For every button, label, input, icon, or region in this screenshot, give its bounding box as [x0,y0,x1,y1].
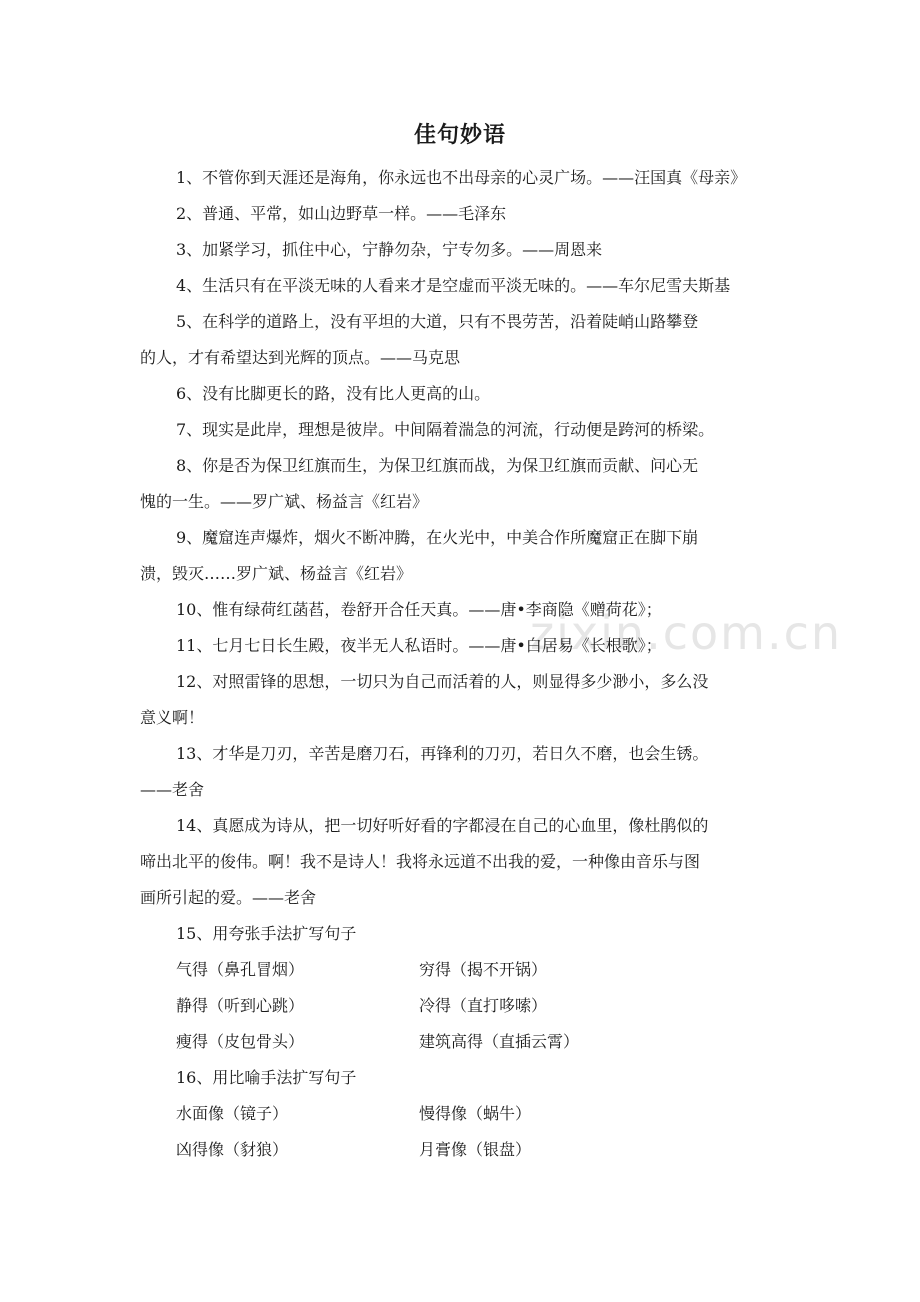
expansion-phrase: 穷得（揭不开锅） [419,960,548,979]
quote-line: 愧的一生。——罗广斌、杨益言《红岩》 [140,492,429,511]
section-15-rows [140,952,840,1060]
quote-line: 意义啊！ [140,708,205,727]
expansion-phrase: 气得（鼻孔冒烟） [176,960,305,979]
quote-line: 画所引起的爱。——老舍 [140,888,317,907]
expansion-row [140,1024,840,1060]
watermark: zixin.com.cn [530,606,843,660]
page-title: 佳句妙语 [413,122,506,148]
section-16-rows [140,1096,840,1168]
quote-line: 3、加紧学习，抓住中心，宁静勿杂，宁专勿多。——周恩来 [176,240,603,259]
quote-line: 溃，毁灭……罗广斌、杨益言《红岩》 [140,564,413,583]
expansion-row [140,952,840,988]
expansion-phrase: 月膏像（银盘） [419,1140,532,1159]
quote-line: 1、不管你到天涯还是海角，你永远也不出母亲的心灵广场。——汪国真《母亲》 [176,168,747,187]
quote-line: 5、在科学的道路上，没有平坦的大道，只有不畏劳苦，沿着陡峭山路攀登 [176,312,699,331]
quote-line: 12、对照雷锋的思想，一切只为自己而活着的人，则显得多少渺小，多么没 [176,672,709,691]
quote-list [140,160,843,1168]
quote-line: 10、惟有绿荷红菡萏，卷舒开合任天真。——唐•李商隐《赠荷花》； [176,600,662,619]
expansion-phrase: 凶得像（豺狼） [176,1140,289,1159]
quote-line: 7、现实是此岸，理想是彼岸。中间隔着湍急的河流，行动便是跨河的桥梁。 [176,420,715,439]
quote-items [140,160,843,916]
expansion-phrase: 建筑高得（直插云霄） [419,1032,580,1051]
quote-line: 啼出北平的俊伟。啊！我不是诗人！我将永远道不出我的爱，一种像由音乐与图 [140,852,701,871]
quote-line: 2、普通、平常，如山边野草一样。——毛泽东 [176,204,507,223]
expansion-row [140,1132,840,1168]
quote-line: 4、生活只有在平淡无味的人看来才是空虚而平淡无味的。——车尔尼雪夫斯基 [176,276,731,295]
quote-line: 的人，才有希望达到光辉的顶点。——马克思 [140,348,461,367]
expansion-phrase: 水面像（镜子） [176,1104,289,1123]
expansion-phrase: 瘦得（皮包骨头） [176,1032,305,1051]
quote-line: 8、你是否为保卫红旗而生，为保卫红旗而战，为保卫红旗而贡献、问心无 [176,456,699,475]
quote-line: ——老舍 [140,780,205,799]
expansion-row [140,1096,840,1132]
quote-line: 9、魔窟连声爆炸，烟火不断冲腾，在火光中，中美合作所魔窟正在脚下崩 [176,528,699,547]
section-15-heading: 15、用夸张手法扩写句子 [176,924,357,943]
expansion-phrase: 慢得像（蜗牛） [419,1104,532,1123]
quote-line: 13、才华是刀刃，辛苦是磨刀石，再锋利的刀刃，若日久不磨，也会生锈。 [176,744,709,763]
expansion-phrase: 冷得（直打哆嗦） [419,996,548,1015]
section-16-heading: 16、用比喻手法扩写句子 [176,1068,357,1087]
expansion-row [140,988,840,1024]
quote-line: 6、没有比脚更长的路，没有比人更高的山。 [176,384,491,403]
expansion-phrase: 静得（听到心跳） [176,996,305,1015]
quote-line: 11、七月七日长生殿，夜半无人私语时。——唐•白居易《长根歌》； [176,636,662,655]
quote-line: 14、真愿成为诗从，把一切好听好看的字都浸在自己的心血里，像杜鹃似的 [176,816,709,835]
